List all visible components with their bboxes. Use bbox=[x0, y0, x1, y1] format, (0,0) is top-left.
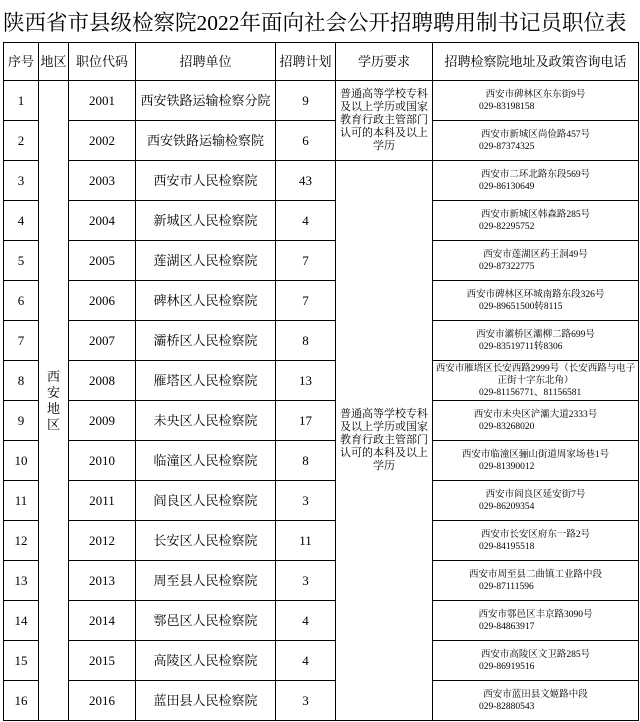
address-text: 西安市鄠邑区丰京路3090号 bbox=[478, 609, 593, 620]
table-row bbox=[4, 601, 639, 641]
contact-cell bbox=[433, 161, 639, 201]
table-row bbox=[4, 641, 639, 681]
contact-cell bbox=[433, 241, 639, 281]
position-code-cell: 2005 bbox=[69, 241, 136, 281]
table-row bbox=[4, 161, 639, 201]
table-row bbox=[4, 401, 639, 441]
recruiting-unit-cell: 阎良区人民检察院 bbox=[136, 481, 276, 521]
seq-cell: 15 bbox=[4, 641, 39, 681]
recruitment-plan-cell: 43 bbox=[276, 161, 336, 201]
recruiting-unit-cell: 西安市人民检察院 bbox=[136, 161, 276, 201]
recruitment-plan-cell: 3 bbox=[276, 561, 336, 601]
position-code-cell: 2011 bbox=[69, 481, 136, 521]
contact-cell bbox=[433, 561, 639, 601]
phone-text: 029-86130649 bbox=[479, 181, 535, 192]
table-row bbox=[4, 441, 639, 481]
table-row bbox=[4, 281, 639, 321]
phone-text: 029-82880543 bbox=[479, 701, 535, 712]
recruiting-unit-cell: 蓝田县人民检察院 bbox=[136, 681, 276, 721]
address-text: 西安市碑林区东东街9号 bbox=[485, 89, 586, 100]
header-recruitment-plan: 招聘计划 bbox=[276, 43, 336, 81]
position-code-cell: 2004 bbox=[69, 201, 136, 241]
phone-text: 029-82295752 bbox=[479, 221, 535, 232]
recruitment-plan-cell: 8 bbox=[276, 441, 336, 481]
table-row bbox=[4, 521, 639, 561]
table-row bbox=[4, 81, 639, 121]
position-code-cell: 2003 bbox=[69, 161, 136, 201]
position-code-cell: 2016 bbox=[69, 681, 136, 721]
recruitment-plan-cell: 11 bbox=[276, 521, 336, 561]
address-text: 西安市碑林区环城南路东段326号 bbox=[466, 289, 605, 300]
header-row bbox=[4, 43, 639, 81]
seq-cell: 14 bbox=[4, 601, 39, 641]
address-text: 西安市高陵区文卫路285号 bbox=[480, 649, 591, 660]
contact-cell bbox=[433, 481, 639, 521]
address-text: 西安市阎良区延安街7号 bbox=[485, 489, 586, 500]
region-cell bbox=[39, 81, 69, 721]
header-contact: 招聘检察院地址及政策咨询电话 bbox=[433, 43, 639, 81]
contact-cell bbox=[433, 321, 639, 361]
education-cell bbox=[336, 81, 433, 161]
table-row bbox=[4, 481, 639, 521]
position-code-cell: 2008 bbox=[69, 361, 136, 401]
contact-cell bbox=[433, 521, 639, 561]
seq-cell: 11 bbox=[4, 481, 39, 521]
seq-cell: 5 bbox=[4, 241, 39, 281]
contact-cell bbox=[433, 281, 639, 321]
seq-cell: 4 bbox=[4, 201, 39, 241]
table-row bbox=[4, 361, 639, 401]
contact-cell bbox=[433, 201, 639, 241]
recruiting-unit-cell: 未央区人民检察院 bbox=[136, 401, 276, 441]
header-education: 学历要求 bbox=[336, 43, 433, 81]
table-row bbox=[4, 321, 639, 361]
phone-text: 029-86919516 bbox=[479, 661, 535, 672]
seq-cell: 10 bbox=[4, 441, 39, 481]
address-text: 西安市周至县二曲镇工业路中段 bbox=[468, 569, 602, 580]
seq-cell: 9 bbox=[4, 401, 39, 441]
recruitment-plan-cell: 13 bbox=[276, 361, 336, 401]
education-requirement: 普通高等学校专科及以上学历或国家教育行政主管部门认可的本科及以上学历 bbox=[340, 408, 428, 472]
contact-cell bbox=[433, 601, 639, 641]
recruiting-unit-cell: 高陵区人民检察院 bbox=[136, 641, 276, 681]
address-text: 西安市二环北路东段569号 bbox=[480, 169, 591, 180]
recruiting-unit-cell: 灞桥区人民检察院 bbox=[136, 321, 276, 361]
phone-text: 029-83268020 bbox=[479, 421, 535, 432]
address-text: 西安市莲湖区药王洞49号 bbox=[483, 249, 588, 260]
contact-cell bbox=[433, 681, 639, 721]
recruitment-plan-cell: 4 bbox=[276, 601, 336, 641]
address-text: 西安市灞桥区灞柳二路699号 bbox=[476, 329, 595, 340]
position-code-cell: 2006 bbox=[69, 281, 136, 321]
recruiting-unit-cell: 西安铁路运输检察分院 bbox=[136, 81, 276, 121]
phone-text: 029-86209354 bbox=[479, 501, 535, 512]
address-text: 西安市长安区府东一路2号 bbox=[480, 529, 591, 540]
recruitment-plan-cell: 7 bbox=[276, 241, 336, 281]
recruitment-plan-cell: 3 bbox=[276, 481, 336, 521]
contact-cell bbox=[433, 441, 639, 481]
region-label: 西安地区 bbox=[46, 368, 60, 432]
recruitment-plan-cell: 6 bbox=[276, 121, 336, 161]
seq-cell: 3 bbox=[4, 161, 39, 201]
phone-text: 029-81156771、81156581 bbox=[479, 387, 582, 398]
phone-text: 029-87111596 bbox=[479, 581, 534, 592]
address-text: 西安市新城区韩森路285号 bbox=[480, 209, 591, 220]
recruiting-unit-cell: 长安区人民检察院 bbox=[136, 521, 276, 561]
recruiting-unit-cell: 周至县人民检察院 bbox=[136, 561, 276, 601]
recruiting-unit-cell: 雁塔区人民检察院 bbox=[136, 361, 276, 401]
contact-cell bbox=[433, 121, 639, 161]
phone-text: 029-84195518 bbox=[479, 541, 535, 552]
seq-cell: 1 bbox=[4, 81, 39, 121]
header-region: 地区 bbox=[39, 43, 69, 81]
position-code-cell: 2010 bbox=[69, 441, 136, 481]
phone-text: 029-83519711转8306 bbox=[479, 341, 563, 352]
contact-cell bbox=[433, 81, 639, 121]
position-code-cell: 2012 bbox=[69, 521, 136, 561]
table-row bbox=[4, 241, 639, 281]
education-requirement: 普通高等学校专科及以上学历或国家教育行政主管部门认可的本科及以上学历 bbox=[340, 88, 428, 152]
recruiting-unit-cell: 临潼区人民检察院 bbox=[136, 441, 276, 481]
seq-cell: 7 bbox=[4, 321, 39, 361]
position-code-cell: 2007 bbox=[69, 321, 136, 361]
phone-text: 029-81390012 bbox=[479, 461, 535, 472]
education-cell bbox=[336, 161, 433, 721]
position-code-cell: 2009 bbox=[69, 401, 136, 441]
recruitment-plan-cell: 4 bbox=[276, 641, 336, 681]
phone-text: 029-87374325 bbox=[479, 141, 535, 152]
recruitment-plan-cell: 8 bbox=[276, 321, 336, 361]
position-code-cell: 2014 bbox=[69, 601, 136, 641]
table-row bbox=[4, 201, 639, 241]
header-seq: 序号 bbox=[4, 43, 39, 81]
address-text: 西安市临潼区骊山街道周家场巷1号 bbox=[461, 449, 610, 460]
contact-cell bbox=[433, 401, 639, 441]
recruitment-plan-cell: 3 bbox=[276, 681, 336, 721]
contact-cell bbox=[433, 361, 639, 401]
recruitment-plan-cell: 4 bbox=[276, 201, 336, 241]
contact-cell bbox=[433, 641, 639, 681]
seq-cell: 16 bbox=[4, 681, 39, 721]
table-row bbox=[4, 561, 639, 601]
recruiting-unit-cell: 莲湖区人民检察院 bbox=[136, 241, 276, 281]
page-title: 陕西省市县级检察院2022年面向社会公开招聘聘用制书记员职位表 bbox=[3, 11, 627, 35]
header-position-code: 职位代码 bbox=[69, 43, 136, 81]
phone-text: 029-84863917 bbox=[479, 621, 535, 632]
table-row bbox=[4, 121, 639, 161]
position-code-cell: 2002 bbox=[69, 121, 136, 161]
recruiting-unit-cell: 新城区人民检察院 bbox=[136, 201, 276, 241]
position-code-cell: 2015 bbox=[69, 641, 136, 681]
phone-text: 029-83198158 bbox=[479, 101, 535, 112]
seq-cell: 6 bbox=[4, 281, 39, 321]
address-text: 西安市未央区浐灞大道2333号 bbox=[473, 409, 598, 420]
recruitment-plan-cell: 7 bbox=[276, 281, 336, 321]
seq-cell: 13 bbox=[4, 561, 39, 601]
position-table bbox=[3, 42, 639, 721]
position-code-cell: 2001 bbox=[69, 81, 136, 121]
recruitment-plan-cell: 9 bbox=[276, 81, 336, 121]
address-text: 西安市蓝田县文姬路中段 bbox=[483, 689, 588, 700]
seq-cell: 12 bbox=[4, 521, 39, 561]
phone-text: 029-89651500转8115 bbox=[479, 301, 563, 312]
recruiting-unit-cell: 碑林区人民检察院 bbox=[136, 281, 276, 321]
table-row bbox=[4, 681, 639, 721]
seq-cell: 8 bbox=[4, 361, 39, 401]
recruitment-plan-cell: 17 bbox=[276, 401, 336, 441]
address-text: 西安市雁塔区长安西路2999号（长安西路与电子正街十字东北角） bbox=[435, 363, 636, 386]
address-text: 西安市新城区尚俭路457号 bbox=[480, 129, 591, 140]
recruiting-unit-cell: 鄠邑区人民检察院 bbox=[136, 601, 276, 641]
seq-cell: 2 bbox=[4, 121, 39, 161]
header-recruiting-unit: 招聘单位 bbox=[136, 43, 276, 81]
phone-text: 029-87322775 bbox=[479, 261, 535, 272]
recruiting-unit-cell: 西安铁路运输检察院 bbox=[136, 121, 276, 161]
position-code-cell: 2013 bbox=[69, 561, 136, 601]
